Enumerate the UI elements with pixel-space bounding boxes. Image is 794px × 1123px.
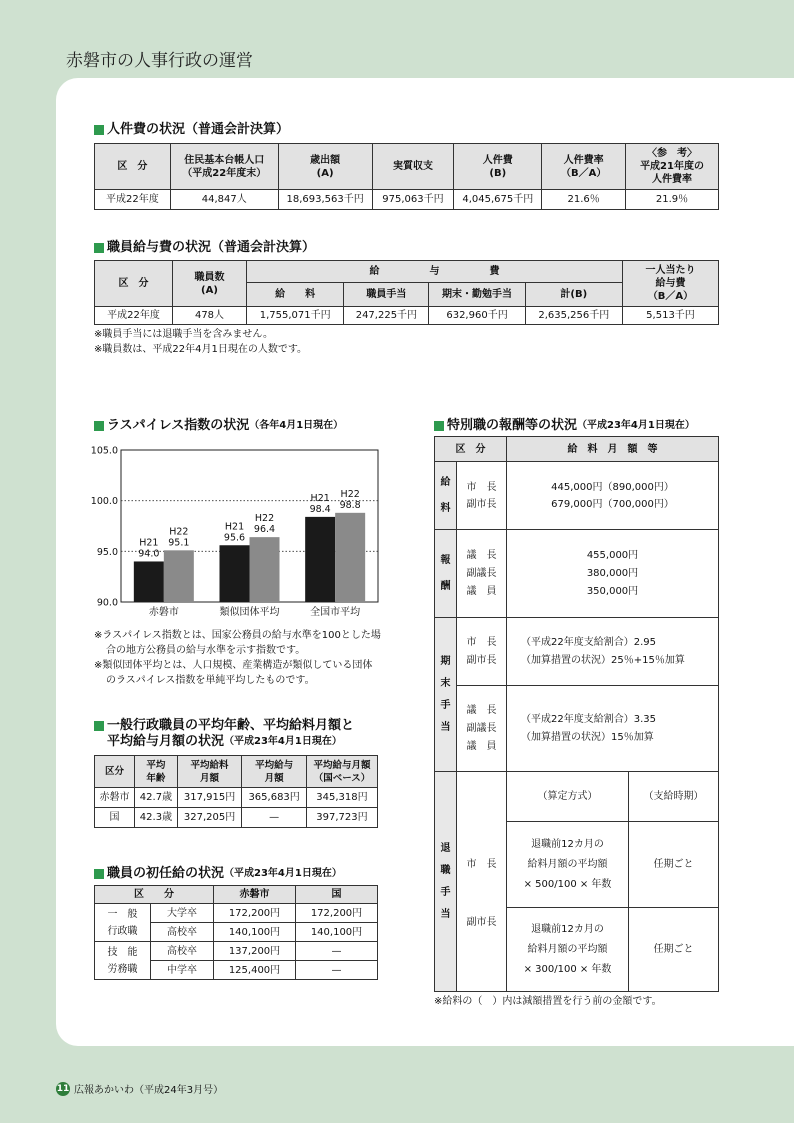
- hoshu-values: 455,000円 380,000円 350,000円: [507, 530, 719, 618]
- cell: 42.3歳: [135, 808, 178, 828]
- data-label: H22 98.8: [339, 488, 361, 511]
- bar-h21: [220, 545, 250, 602]
- avg-salary-section: [94, 718, 378, 828]
- th-sub: 期末・勤勉手当: [429, 283, 525, 307]
- th-kubun: 区 分: [95, 886, 214, 904]
- cell: 平成22年度: [95, 190, 171, 210]
- laspeyres-notes: [94, 628, 382, 688]
- cell: 172,200円: [296, 904, 378, 923]
- taishoku-label: 退 職 手 当: [435, 772, 457, 992]
- laspeyres-section: [94, 418, 343, 434]
- footer-text: 広報あかいわ（平成24年3月号）: [74, 1085, 224, 1096]
- kimatsu-values-1: （平成22年度支給割合）2.95 （加算措置の状況）25％+15％加算: [507, 618, 719, 686]
- cell: 平成22年度: [95, 307, 173, 325]
- footer: [56, 1081, 223, 1096]
- cell: 125,400円: [214, 961, 296, 980]
- table-row: [95, 942, 378, 961]
- section-title-line2: 平均給与月額の状況 （平成23年4月1日現在）: [107, 734, 342, 749]
- hoshu-roles: 議 長 副議長 議 員: [457, 530, 507, 618]
- taishoku-formula-1: 退職前12カ月の 給料月額の平均額 × 500/100 × 年数: [507, 822, 629, 908]
- data-label: H21 94.0: [138, 537, 160, 560]
- th-col: 住民基本台帳人口 （平成22年度末）: [170, 144, 278, 190]
- bar-h22: [164, 550, 194, 602]
- bar-h22: [335, 513, 365, 602]
- cell: 632,960千円: [429, 307, 525, 325]
- th-kuni: 国: [296, 886, 378, 904]
- personnel-cost-section: [94, 122, 719, 210]
- cell: 高校卒: [151, 942, 214, 961]
- kyuryo-label: 給 料: [435, 462, 457, 530]
- taishoku-role-2: 副市長: [466, 917, 497, 928]
- group-label: 技 能 労務職: [95, 942, 151, 980]
- cell: —: [242, 808, 307, 828]
- th-amount: 給 料 月 額 等: [507, 437, 719, 462]
- data-label: H22 96.4: [253, 513, 276, 536]
- note: ※ラスパイレス指数とは、国家公務員の給与水準を100とした場合の地方公務員の給与水準を示す指数です。: [94, 630, 381, 656]
- note: ※職員手当には退職手当を含みません。: [94, 329, 273, 340]
- th-col: 平均給料 月額: [177, 756, 242, 788]
- th-kyuyo: 給 与 費: [247, 261, 623, 283]
- cell: 172,200円: [214, 904, 296, 923]
- note: ※類似団体平均とは、人口規模、産業構造が類似している団体のラスパイレス指数を単純平均したものです。: [94, 660, 373, 686]
- laspeyres-chart: [90, 440, 384, 622]
- cell: 975,063千円: [372, 190, 454, 210]
- bar-h21: [134, 561, 164, 602]
- th-kubun: 区 分: [435, 437, 507, 462]
- y-tick-label: 105.0: [90, 445, 118, 457]
- table-row: [95, 808, 378, 828]
- data-label: H21 98.4: [309, 492, 331, 515]
- th-col: 平均給与 月額: [242, 756, 307, 788]
- cell: 国: [95, 808, 135, 828]
- bar-h21: [305, 517, 335, 602]
- green-square-icon: [94, 421, 104, 431]
- section-title: 人件費の状況（普通会計決算）: [94, 122, 719, 138]
- kimatsu-roles-2: 議 長 副議長 議 員: [457, 686, 507, 772]
- cell: 大学卒: [151, 904, 214, 923]
- salary-cost-section: [94, 240, 719, 357]
- data-label: H21 95.6: [223, 521, 246, 544]
- taishoku-h-method: （算定方式）: [507, 772, 629, 822]
- green-square-icon: [94, 125, 104, 135]
- y-tick-label: 90.0: [96, 597, 118, 609]
- cell: 397,723円: [306, 808, 377, 828]
- salary-notes: [94, 327, 719, 357]
- cell: —: [296, 942, 378, 961]
- table-row: [95, 904, 378, 923]
- special-table: [434, 436, 719, 992]
- th-sub: 計(B): [525, 283, 622, 307]
- special-section: [434, 418, 719, 1009]
- avg-salary-table: [94, 755, 378, 828]
- th-col: 人件費 (B): [454, 144, 542, 190]
- th-col: 歳出額 (A): [278, 144, 372, 190]
- section-title: 特別職の報酬等の状況 （平成23年4月1日現在）: [434, 418, 719, 434]
- table-row: [95, 788, 378, 808]
- cell: 140,100円: [296, 923, 378, 942]
- kimatsu-values-2: （平成22年度支給割合）3.35 （加算措置の状況）15％加算: [507, 686, 719, 772]
- taishoku-time-2: 任期ごと: [629, 908, 719, 992]
- cell: 140,100円: [214, 923, 296, 942]
- cell: 中学卒: [151, 961, 214, 980]
- th-col: 区分: [95, 756, 135, 788]
- y-tick-label: 95.0: [96, 546, 118, 558]
- starting-salary-table: [94, 885, 378, 980]
- section-title: 職員の初任給の状況 （平成23年4月1日現在）: [94, 866, 378, 882]
- th-per-person: 一人当たり 給与費 （B／A）: [623, 261, 719, 307]
- taishoku-formula-2: 退職前12カ月の 給料月額の平均額 × 300/100 × 年数: [507, 908, 629, 992]
- cell: 327,205円: [177, 808, 242, 828]
- note: ※職員数は、平成22年4月1日現在の人数です。: [94, 344, 308, 355]
- kimatsu-label: 期 末 手 当: [435, 618, 457, 772]
- page-title: 赤磐市の人事行政の運営: [66, 51, 253, 71]
- cell: 317,915円: [177, 788, 242, 808]
- x-category-label: 赤磐市: [148, 607, 179, 618]
- th-col: 平均給与月額 （国ベース）: [306, 756, 377, 788]
- cell: 赤磐市: [95, 788, 135, 808]
- th-col: 人件費率 （B／A）: [542, 144, 626, 190]
- taishoku-h-time: （支給時期）: [629, 772, 719, 822]
- cell: 21.9％: [626, 190, 719, 210]
- th-col: 平均 年齢: [135, 756, 178, 788]
- bar-h22: [250, 537, 280, 602]
- cell: 1,755,071千円: [247, 307, 344, 325]
- th-akaiwa: 赤磐市: [214, 886, 296, 904]
- x-category-label: 類似団体平均: [219, 607, 280, 618]
- th-col: 実質収支: [372, 144, 454, 190]
- cell: —: [296, 961, 378, 980]
- cell: 137,200円: [214, 942, 296, 961]
- page-header: [0, 0, 794, 78]
- group-label: 一 般 行政職: [95, 904, 151, 942]
- salary-cost-table: [94, 260, 719, 325]
- th-staff: 職員数 (A): [173, 261, 247, 307]
- cell: 21.6％: [542, 190, 626, 210]
- kyuryo-roles: 市 長 副市長: [457, 462, 507, 530]
- cell: 5,513千円: [623, 307, 719, 325]
- cell: 247,225千円: [344, 307, 429, 325]
- page-number: 11: [56, 1083, 70, 1094]
- cell: 478人: [173, 307, 247, 325]
- taishoku-role-1: 市 長: [466, 858, 497, 870]
- data-label: H22 95.1: [168, 526, 190, 549]
- th-sub: 給 料: [247, 283, 344, 307]
- th-kubun: 区 分: [95, 261, 173, 307]
- green-square-icon: [434, 421, 444, 431]
- kyuryo-values: 445,000円（890,000円） 679,000円（700,000円）: [507, 462, 719, 530]
- section-title: ラスパイレス指数の状況 （各年4月1日現在）: [94, 418, 343, 434]
- green-square-icon: [94, 869, 104, 879]
- taishoku-role-col: [457, 772, 507, 992]
- special-note: ※給料の（ ）内は減額措置を行う前の金額です。: [434, 996, 662, 1007]
- taishoku-time-1: 任期ごと: [629, 822, 719, 908]
- y-tick-label: 100.0: [90, 496, 118, 508]
- cell: 高校卒: [151, 923, 214, 942]
- cell: 42.7歳: [135, 788, 178, 808]
- section-title: 職員給与費の状況（普通会計決算）: [94, 240, 719, 256]
- personnel-cost-table: [94, 143, 719, 210]
- th-col: 〈参 考〉 平成21年度の 人件費率: [626, 144, 719, 190]
- green-square-icon: [94, 243, 104, 253]
- cell: 345,318円: [306, 788, 377, 808]
- x-category-label: 全国市平均: [310, 607, 361, 618]
- cell: 2,635,256千円: [525, 307, 622, 325]
- kimatsu-roles-1: 市 長 副市長: [457, 618, 507, 686]
- th-col: 区 分: [95, 144, 171, 190]
- cell: 4,045,675千円: [454, 190, 542, 210]
- green-square-icon: [94, 721, 104, 731]
- hoshu-label: 報 酬: [435, 530, 457, 618]
- cell: 44,847人: [170, 190, 278, 210]
- cell: 365,683円: [242, 788, 307, 808]
- section-title: 一般行政職員の平均年齢、平均給料月額と: [94, 718, 378, 734]
- th-sub: 職員手当: [344, 283, 429, 307]
- starting-salary-section: [94, 866, 378, 980]
- cell: 18,693,563千円: [278, 190, 372, 210]
